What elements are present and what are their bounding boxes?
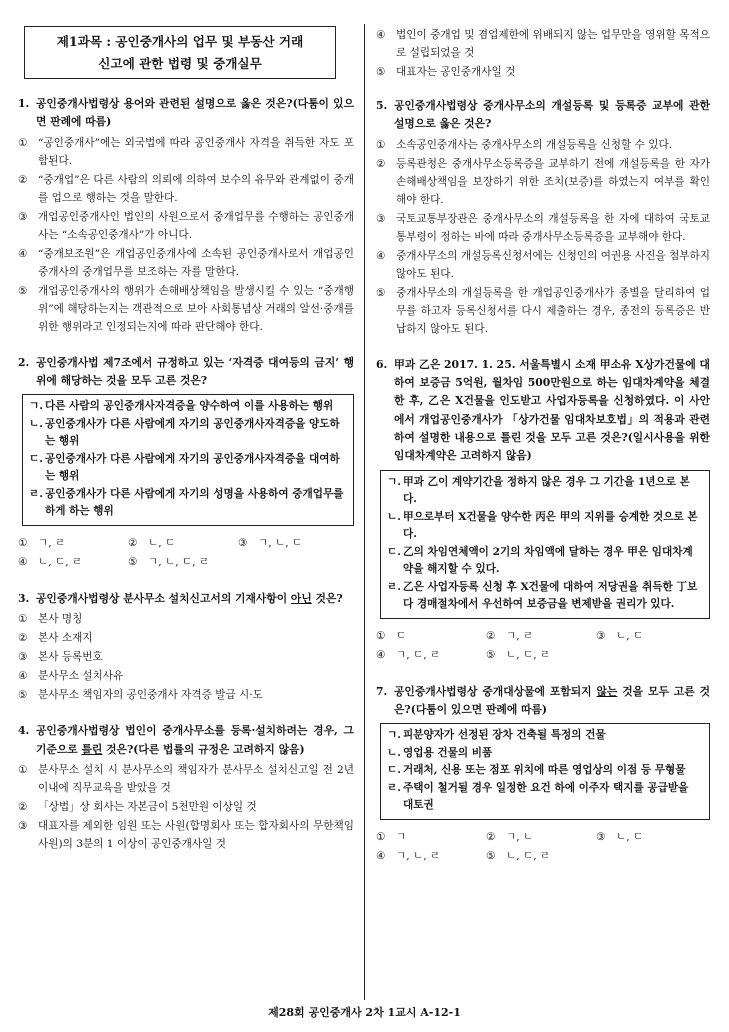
- choice-text: ㄴ, ㄷ, ㄹ: [38, 555, 83, 568]
- option-mark: ④: [376, 249, 386, 262]
- question-stem: 공인중개사법령상 중개사무소의 개설등록 및 등록증 교부에 관한 설명으로 옳은 것은?: [394, 99, 710, 131]
- choice-mark: ⑤: [486, 849, 496, 862]
- option-text: 국토교통부장관은 중개사무소의 개설등록을 한 자에 대하여 국토교통부령이 정하는 바에 따라 중개사무소등록증을 교부해야 한다.: [396, 212, 710, 243]
- statement-text: 피분양자가 선정된 장차 건축될 특정의 건물: [403, 729, 606, 742]
- option[interactable]: [376, 284, 710, 338]
- choice[interactable]: [128, 553, 238, 572]
- choice-text: ㄴ, ㄷ: [616, 830, 644, 843]
- statement-item: [29, 416, 345, 451]
- choice-text: ㄷ: [396, 629, 407, 642]
- question-7: [376, 683, 710, 866]
- choice[interactable]: [376, 646, 486, 665]
- choice-row: [18, 553, 354, 572]
- statement-mark: ㄷ.: [29, 452, 43, 465]
- question-stem: 공인중개사법령상 용어와 관련된 설명으로 옳은 것은?(다툼이 있으면 판례에 따름): [36, 97, 354, 129]
- question-number: 4.: [18, 724, 30, 738]
- option-mark: ③: [18, 651, 28, 664]
- choice-mark: ②: [486, 830, 496, 843]
- question-number: 5.: [376, 99, 388, 112]
- statement-item: [387, 727, 701, 744]
- option[interactable]: [376, 155, 710, 209]
- option[interactable]: [18, 798, 354, 816]
- question-stem: [36, 722, 354, 759]
- choice-text: ㄴ, ㄷ: [148, 536, 176, 549]
- option[interactable]: [376, 210, 710, 246]
- choice[interactable]: [376, 627, 486, 646]
- option-mark: ②: [18, 632, 28, 645]
- option-mark: ①: [18, 136, 28, 149]
- choice-text: ㄱ, ㄹ: [38, 536, 66, 549]
- choice-mark: ⑤: [486, 648, 496, 661]
- option-mark: ①: [18, 613, 28, 626]
- statement-text: 乙의 차임연체액이 2기의 차임액에 달하는 경우 甲은 임대차계약을 해지할 수 있다.: [403, 545, 693, 576]
- statement-mark: ㄷ.: [387, 545, 401, 558]
- choice[interactable]: [376, 847, 486, 866]
- option-mark: ⑤: [18, 689, 28, 702]
- question-number: 6.: [376, 357, 388, 371]
- option-text: 중개사무소의 개설등록신청서에는 신청인의 여권용 사진을 첨부하지 않아도 된다.: [396, 249, 710, 280]
- choice-row: [376, 646, 710, 665]
- statement-text: 공인중개사가 다른 사람에게 자기의 공인중개사자격증을 대여하는 행위: [45, 452, 340, 483]
- choice-mark: ③: [596, 830, 606, 843]
- option-text: 등록관청은 중개사무소등록증을 교부하기 전에 개설등록을 한 자가 손해배상책임을 보장하기 위한 조치(보증)를 하였는지 여부를 확인해야 한다.: [396, 157, 710, 206]
- subject-title-line2: 신고에 관한 법령 및 중개실무: [98, 56, 262, 72]
- statement-mark: ㄹ.: [29, 487, 43, 500]
- option-text: 본사 등록번호: [38, 651, 103, 664]
- option[interactable]: [18, 761, 354, 797]
- question-4: [18, 722, 354, 853]
- choice[interactable]: [486, 847, 596, 866]
- statement-mark: ㄱ.: [387, 475, 401, 488]
- choice-mark: ②: [128, 536, 138, 549]
- choice-text: ㄱ: [396, 830, 407, 843]
- question-number: 1.: [18, 97, 30, 111]
- option[interactable]: [376, 247, 710, 283]
- option-mark: ④: [18, 670, 28, 683]
- option-text: 본사 명칭: [38, 613, 83, 626]
- choice-text: ㄴ, ㄷ: [616, 629, 644, 642]
- choice-mark: ②: [486, 629, 496, 642]
- option[interactable]: [18, 171, 354, 207]
- choice-mark: ⑤: [128, 555, 138, 568]
- question-number: 2.: [18, 355, 30, 369]
- option[interactable]: [18, 208, 354, 244]
- statement-mark: ㄹ.: [387, 580, 401, 593]
- question-number: 7.: [376, 684, 388, 698]
- question-stem: 甲과 乙은 2017. 1. 25. 서울특별시 소재 甲소유 X상가건물에 대하여 보증금 5억원, 월차임 500만원으로 하는 임대차계약을 체결한 후, 乙은 X건물을 인도받고 사업자등록을 신청하였다. 이 사안에서 개업공인중개사가 「상가건물 임대차보호법」의 적용과 관련하여 설명한 내용으로 틀린 것을 모두 고른 것은?(일시사용을 위한 임대차계약은 고려하지 않음): [394, 357, 710, 463]
- option[interactable]: [18, 667, 354, 685]
- question-3: [18, 590, 354, 704]
- statement-mark: ㄱ.: [387, 729, 401, 742]
- statement-item: [387, 509, 701, 544]
- choice-text: ㄱ, ㄴ, ㄷ: [258, 536, 303, 549]
- option-text: 분사무소 설치 시 분사무소의 책임자가 분사무소 설치신고일 전 2년 이내에 직무교육을 받았을 것: [38, 763, 354, 794]
- statement-mark: ㄷ.: [387, 764, 401, 777]
- option-mark: ②: [18, 800, 28, 813]
- option-mark: ②: [376, 157, 386, 170]
- choice-mark: ①: [376, 830, 386, 843]
- choice-mark: ④: [18, 555, 28, 568]
- question-stem: 공인중개사법 제7조에서 규정하고 있는 ‘자격증 대여등의 금지’ 행위에 해당하는 것을 모두 고른 것은?: [36, 355, 354, 388]
- statement-text: 공인중개사가 다른 사람에게 자기의 성명을 사용하여 중개업무를 하게 하는 행위: [45, 487, 344, 518]
- option-mark: ②: [18, 173, 28, 186]
- left-column: [18, 26, 354, 871]
- stem-part: 공인중개사법령상 중개대상물에 포함되지: [394, 684, 597, 698]
- choice[interactable]: [596, 627, 706, 646]
- stem-underlined: 않는: [596, 684, 618, 698]
- statement-item: [387, 579, 701, 614]
- option-text: 본사 소재지: [38, 632, 93, 645]
- option-mark: ④: [18, 247, 28, 260]
- choice-mark: ①: [376, 629, 386, 642]
- option[interactable]: [18, 282, 354, 336]
- option-text: 법인이 중개업 및 겸업제한에 위배되지 않는 업무만을 영위할 목적으로 설립되었을 것: [396, 29, 710, 59]
- choice[interactable]: [18, 553, 128, 572]
- choice-mark: ③: [596, 629, 606, 642]
- statement-box: [22, 394, 354, 525]
- option-text: “중개보조원”은 개업공인중개사에 소속된 공인중개사로서 개업공인중개사의 중개업무를 보조하는 자를 말한다.: [38, 247, 354, 278]
- choice[interactable]: [486, 828, 596, 847]
- option-text: 「상법」상 회사는 자본금이 5천만원 이상일 것: [38, 800, 257, 813]
- statement-item: [387, 544, 701, 579]
- question-1: [18, 95, 354, 336]
- option[interactable]: [18, 817, 354, 853]
- choice-text: ㄱ, ㄴ, ㄷ, ㄹ: [148, 555, 210, 568]
- choice-mark: ④: [376, 849, 386, 862]
- statement-box: [380, 470, 710, 619]
- question-5: [376, 97, 710, 338]
- choice[interactable]: [486, 646, 596, 665]
- option-mark: ⑤: [376, 286, 386, 299]
- statement-mark: ㄴ.: [387, 510, 401, 523]
- statement-text: 거래처, 신용 또는 점포 위치에 따른 영업상의 이점 등 무형물: [403, 764, 686, 777]
- option[interactable]: [18, 245, 354, 281]
- option[interactable]: [18, 648, 354, 666]
- option-text: 대표자는 공인중개사일 것: [396, 66, 516, 78]
- statement-item: [387, 780, 701, 815]
- statement-mark: ㄴ.: [29, 417, 43, 430]
- option-mark: ①: [18, 763, 28, 776]
- option[interactable]: [18, 134, 354, 170]
- option-mark: ①: [376, 138, 386, 151]
- option-text: 분사무소 책임자의 공인중개사 자격증 발급 시·도: [38, 689, 263, 702]
- question-4-continued: [376, 26, 710, 81]
- choice-mark: ①: [18, 536, 28, 549]
- choice-text: ㄱ, ㄴ: [506, 830, 534, 843]
- option[interactable]: [376, 136, 710, 154]
- statement-text: 공인중개사가 다른 사람에게 자기의 공인중개사자격증을 양도하는 행위: [45, 417, 340, 448]
- stem-underlined: 아닌: [290, 591, 312, 605]
- choice-row: [376, 627, 710, 646]
- option[interactable]: [376, 63, 710, 81]
- stem-part: 것은?: [311, 591, 343, 605]
- option-text: 중개사무소의 개설등록을 한 개업공인중개사가 종별을 달리하여 업무를 하고자 등록신청서를 다시 제출하는 경우, 종전의 등록증은 반납하지 않아도 된다.: [396, 286, 710, 335]
- stem-part: 것은?(다른 법률의 규정은 고려하지 않음): [102, 742, 305, 756]
- option-mark: ③: [376, 212, 386, 225]
- question-stem: [36, 590, 354, 608]
- question-stem: [394, 683, 710, 720]
- option-text: “공인중개사”에는 외국법에 따라 공인중개사 자격을 취득한 자도 포함된다.: [38, 136, 354, 167]
- statement-item: [29, 451, 345, 486]
- choice[interactable]: [238, 534, 348, 553]
- choice-text: ㄴ, ㄷ, ㄹ: [506, 849, 551, 862]
- option-text: “중개업”은 다른 사람의 의뢰에 의하여 보수의 유무와 관계없이 중개를 업으로 행하는 것을 말한다.: [38, 173, 354, 204]
- option-mark: ④: [376, 29, 386, 41]
- statement-item: [29, 398, 345, 415]
- stem-part: 공인중개사법령상 법인이 중개사무소를 등록·설치하려는 경우, 그 기준으로: [36, 724, 354, 756]
- right-column: [376, 26, 710, 884]
- statement-text: 甲으로부터 X건물을 양수한 丙은 甲의 지위를 승계한 것으로 본다.: [403, 510, 698, 541]
- stem-part: 공인중개사법령상 분사무소 설치신고서의 기재사항이: [36, 591, 291, 605]
- choice-text: ㄱ, ㄷ, ㄹ: [396, 648, 441, 661]
- choice-mark: ③: [238, 536, 248, 549]
- option-text: 대표자를 제외한 임원 또는 사원(합명회사 또는 합자회사의 무한책임사원)의 3분의 1 이상이 공인중개사일 것: [38, 819, 354, 850]
- choice-mark: ④: [376, 648, 386, 661]
- choice-row: [376, 828, 710, 847]
- statement-item: [387, 762, 701, 779]
- statement-mark: ㄴ.: [387, 746, 401, 759]
- statement-item: [29, 486, 345, 521]
- statement-box: [380, 723, 710, 819]
- choice-text: ㄴ, ㄷ, ㄹ: [506, 648, 551, 661]
- option-text: 분사무소 설치사유: [38, 670, 124, 683]
- option[interactable]: [376, 26, 710, 62]
- option-text: 소속공인중개사는 중개사무소의 개설등록을 신청할 수 있다.: [396, 138, 673, 151]
- choice[interactable]: [18, 534, 128, 553]
- statement-text: 영업용 건물의 비품: [403, 746, 493, 759]
- option-text: 개업공인중개사인 법인의 사원으로서 중개업무를 수행하는 공인중개사는 “소속공인중개사”가 아니다.: [38, 210, 354, 241]
- option-text: 개업공인중개사의 행위가 손해배상책임을 발생시킬 수 있는 “중개행위”에 해당하는지는 객관적으로 보아 사회통념상 거래의 알선·중개를 위한 행위라고 인정되는지에 따라 판단해야 한다.: [38, 284, 354, 333]
- option-mark: ⑤: [18, 284, 28, 297]
- option-mark: ⑤: [376, 66, 386, 78]
- choice-row: [18, 534, 354, 553]
- choice-text: ㄱ, ㄴ, ㄹ: [396, 849, 441, 862]
- option-mark: ③: [18, 210, 28, 223]
- statement-text: 乙은 사업자등록 신청 후 X건물에 대하여 저당권을 취득한 丁보다 경매절차에서 우선하여 보증금을 변제받을 권리가 있다.: [403, 580, 698, 611]
- column-divider: [364, 24, 365, 1000]
- choice-row: [376, 847, 710, 866]
- stem-underlined: 틀린: [81, 742, 103, 756]
- statement-item: [387, 474, 701, 509]
- statement-text: 주택이 철거될 경우 일정한 요건 하에 이주자 택지를 공급받을 대토권: [403, 781, 689, 812]
- choice-text: ㄱ, ㄹ: [506, 629, 534, 642]
- option[interactable]: [18, 629, 354, 647]
- choice[interactable]: [486, 627, 596, 646]
- subject-title-line1: 제1과목 : 공인중개사의 업무 및 부동산 거래: [56, 34, 304, 49]
- statement-text: 다른 사람의 공인중개사자격증을 양수하여 이를 사용하는 행위: [45, 400, 334, 413]
- choice[interactable]: [596, 828, 706, 847]
- page-footer: 제28회 공인중개사 2차 1교시 A-12-1: [268, 1006, 461, 1019]
- stem-part: 것을 모두 고른 것은?(다툼이 있으면 판례에 따름): [394, 684, 711, 716]
- question-number: 3.: [18, 591, 30, 605]
- subject-title-box: [24, 26, 336, 79]
- statement-mark: ㄱ.: [29, 400, 43, 413]
- statement-mark: ㄹ.: [387, 781, 401, 794]
- question-2: [18, 354, 354, 572]
- question-6: [376, 356, 710, 665]
- choice[interactable]: [376, 828, 486, 847]
- choice[interactable]: [128, 534, 238, 553]
- statement-text: 甲과 乙이 계약기간을 정하지 않은 경우 그 기간을 1년으로 본다.: [403, 475, 690, 506]
- option[interactable]: [18, 686, 354, 704]
- statement-item: [387, 745, 701, 762]
- option[interactable]: [18, 610, 354, 628]
- option-mark: ③: [18, 819, 28, 832]
